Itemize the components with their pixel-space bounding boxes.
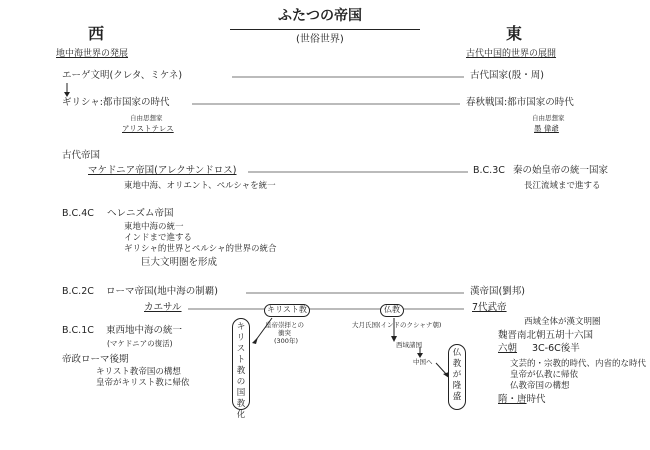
sui-tang-suffix: 時代 bbox=[526, 394, 546, 405]
wei-jin-period: 魏晋南北朝五胡十六国 bbox=[498, 330, 594, 341]
emperor-wu: 7代武帝 bbox=[472, 302, 507, 313]
ancient-empire-label: 古代帝国 bbox=[62, 150, 101, 161]
spring-autumn-period: 春秋戦国:都市国家の時代 bbox=[466, 97, 574, 108]
vchar: 教 bbox=[236, 399, 246, 409]
vchar: 隆 bbox=[452, 381, 462, 391]
sui-tang-label: 隋・唐 bbox=[498, 394, 527, 405]
page-title: ふたつの帝国 bbox=[278, 8, 362, 24]
eastmed-date: B.C.1C bbox=[62, 325, 94, 336]
macedonian-empire: マケドニア帝国(アレクサンドロス) bbox=[88, 165, 237, 176]
late-rome-point: キリスト教帝国の構想 bbox=[96, 367, 181, 377]
six-dynasties-point: 皇帝が仏教に帰依 bbox=[510, 370, 579, 380]
west-subheading: 地中海世界の発展 bbox=[56, 49, 129, 59]
six-dynasties: 六朝 bbox=[498, 343, 518, 354]
hellenism-point: インドまで進する bbox=[124, 233, 193, 243]
buddhism-route: 中国へ bbox=[413, 358, 433, 366]
east-west-mediterranean: 東西地中海の統一 bbox=[106, 325, 183, 336]
roman-empire: ローマ帝国(地中海の制覇) bbox=[106, 286, 218, 297]
vchar: リ bbox=[236, 333, 246, 343]
six-dynasties-period: 3C-6C後半 bbox=[532, 343, 580, 354]
christianity-note: 衝突 bbox=[278, 329, 291, 337]
east-thought-label: 自由思想家 bbox=[532, 114, 565, 122]
christianity-note: (300年) bbox=[274, 337, 298, 345]
vchar: 化 bbox=[236, 410, 246, 420]
vchar: 教 bbox=[236, 366, 246, 376]
ancient-state: 古代国家(殷・周) bbox=[470, 70, 544, 81]
hellenism-result: 巨大文明圏を形成 bbox=[141, 257, 218, 268]
vchar: が bbox=[452, 370, 462, 380]
east-heading: 東 bbox=[506, 24, 523, 43]
vchar: 仏 bbox=[452, 348, 462, 358]
hellenistic-empire: ヘレニズム帝国 bbox=[107, 208, 174, 219]
vchar: 教 bbox=[452, 359, 462, 369]
christianity-state-religion bbox=[232, 318, 250, 420]
rome-date: B.C.2C bbox=[62, 286, 94, 297]
buddhism-flourishes bbox=[448, 344, 466, 410]
vchar: ス bbox=[236, 344, 246, 354]
six-dynasties-point: 文芸的・宗教的時代、内省的な時代 bbox=[510, 359, 647, 369]
qin-unified-state: 秦の始皇帝の統一国家 bbox=[513, 165, 609, 176]
late-roman-empire: 帝政ローマ後期 bbox=[62, 354, 129, 365]
macedonia-description: 東地中海、オリエント、ペルシャを統一 bbox=[124, 181, 276, 191]
vchar: キ bbox=[236, 322, 246, 332]
greek-thought-label: 自由思想家 bbox=[130, 114, 163, 122]
christianity-note: 皇帝崇拝との bbox=[265, 321, 304, 329]
page-subtitle: (世俗世界) bbox=[296, 34, 344, 45]
greek-city-states: ギリシャ:都市国家の時代 bbox=[62, 97, 170, 108]
hellenism-point: 東地中海の統一 bbox=[124, 222, 184, 232]
wu-description: 西域全体が漢文明圏 bbox=[524, 317, 601, 327]
macedonia-revival: (マケドニアの復活) bbox=[107, 339, 173, 348]
hellenism-point: ギリシャ的世界とペルシャ的世界の統合 bbox=[124, 244, 277, 254]
christianity-badge: キリスト教 bbox=[264, 304, 310, 317]
six-dynasties-point: 仏教帝国の構想 bbox=[510, 381, 570, 391]
vchar: 国 bbox=[236, 388, 246, 398]
buddhism-origin: 大月氏国(インドのクシャナ朝) bbox=[352, 321, 442, 329]
han-empire: 漢帝国(劉邦) bbox=[470, 286, 525, 297]
hellenism-date: B.C.4C bbox=[62, 208, 94, 219]
buddhism-route: 西域諸国 bbox=[396, 341, 422, 349]
east-subheading: 古代中国的世界の展開 bbox=[466, 49, 557, 59]
sui-tang-period bbox=[498, 394, 546, 406]
west-heading: 西 bbox=[88, 24, 105, 43]
vchar: ト bbox=[236, 355, 246, 365]
qin-description: 長江流域まで進する bbox=[524, 181, 601, 191]
east-thinker: 墨 偉爺 bbox=[534, 124, 559, 133]
qin-date: B.C.3C bbox=[473, 165, 505, 176]
late-rome-point: 皇帝がキリスト教に帰依 bbox=[96, 378, 190, 388]
buddhism-badge: 仏教 bbox=[380, 304, 404, 317]
aegean-civilization: エーゲ文明(クレタ、ミケネ) bbox=[62, 70, 183, 81]
vchar: 盛 bbox=[452, 392, 462, 402]
caesar: カエサル bbox=[144, 302, 182, 313]
greek-thinker: アリストテレス bbox=[122, 124, 174, 133]
vchar: の bbox=[236, 377, 246, 387]
